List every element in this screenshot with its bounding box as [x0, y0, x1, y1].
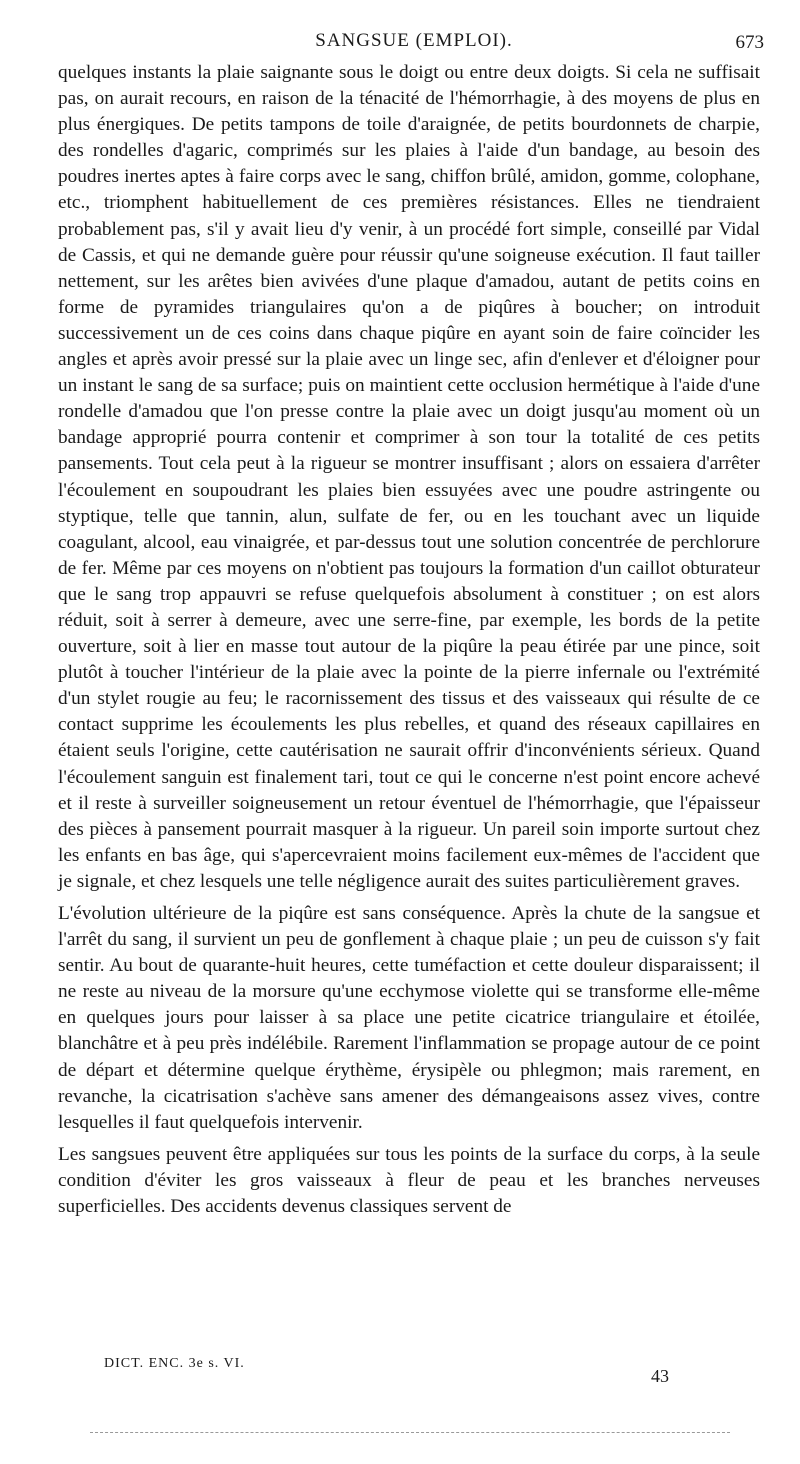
sheet-number: 43 [651, 1366, 669, 1386]
paragraph-bite-evolution: L'évolution ultérieure de la piqûre est sans conséquence. Après la chute de la sangsue et l'arrêt du sang, il survient un peu de gonflement à chaque plaie ; un peu de cuisson s'y fait sentir. Au bout de quarante-huit heures, cette tuméfaction et cette douleur disparaissent; il ne reste au niveau de la morsure qu'une ecchymose violette qui se transforme elle-même en quelques jours pour laisser à sa place une petite cicatrice triangulaire et étoilée, blanchâtre et à peu près indélébile. Rarement l'inflammation se propage autour de ce point de départ et détermine quelque érythème, érysipèle ou phlegmon; mais rarement, en revanche, la cicatrisation s'achève sans amener des démangeaisons assez vives, contre lesquelles il faut quelquefois intervenir. [58, 903, 760, 1133]
paragraph-application-sites: Les sangsues peuvent être appliquées sur tous les points de la surface du corps, à la seule condition d'éviter les gros vaisseaux à fleur de peau et les branches nerveuses superficielles. Des accidents devenus classiques servent de [58, 1143, 760, 1218]
page-footer [104, 1356, 704, 1396]
paragraph-hemorrhage-treatment: quelques instants la plaie saignante sous le doigt ou entre deux doigts. Si cela ne suffisait pas, on aurait recours, en raison de la ténacité de l'hémorrhagie, à des moyens de plus en plus énergiques. De petits tampons de toile d'araignée, de petits bourdonnets de charpie, des rondelles d'agaric, comprimés sur les plaies à l'aide d'un bandage, au besoin des poudres inertes aptes à faire corps avec le sang, chiffon brûlé, amidon, gomme, colophane, etc., triomphent habituellement de ces premières résistances. Elles ne tiendraient probablement pas, s'il y avait lieu d'y venir, à un procédé fort simple, conseillé par Vidal de Cassis, et qui ne demande guère pour réussir qu'une soigneuse exécution. Il faut tailler nettement, sur les arêtes bien avivées d'une plaque d'amadou, autant de petits coins en forme de pyramides triangulaires qu'on a de piqûres à boucher; on introduit successivement un de ces coins dans chaque piqûre en ayant soin de faire coïncider les angles et après avoir pressé sur la plaie avec un linge sec, afin d'enlever et d'éloigner pour un instant le sang de sa surface; puis on maintient cette occlusion hermétique à l'aide d'une rondelle d'amadou que l'on presse contre la plaie avec un doigt jusqu'au moment où un bandage approprié pourra contenir et comprimer à son tour la totalité de ces petits pansements. Tout cela peut à la rigueur se montrer insuffisant ; alors on essaiera d'arrêter l'écoulement en soupoudrant les plaies bien essuyées avec une poudre astringente ou styptique, telle que tannin, alun, sulfate de fer, ou en les touchant avec un liquide coagulant, alcool, eau vinaigrée, et par-dessus tout une solution concentrée de perchlorure de fer. Même par ces moyens on n'obtient pas toujours la formation d'un caillot obturateur que le sang trop appauvri se refuse quelquefois absolument à constituer ; on est alors réduit, soit à serrer à demeure, avec une serre-fine, par exemple, les bords de la petite ouverture, soit à lier en masse tout autour de la piqûre la peau étirée par une pince, soit plutôt à toucher l'intérieur de la plaie avec la pointe de la pierre infernale ou l'extrémité d'un stylet rougie au feu; le racornissement des tissus et des vaisseaux qui résulte de ce contact supprime les écoulements les plus rebelles, et quand des réseaux capillaires en étaient seuls l'origine, cette cautérisation ne saurait offrir d'inconvénients sérieux. Quand l'écoulement sanguin est finalement tari, tout ce qui le concerne n'est point encore achevé et il reste à surveiller soigneusement un retour éventuel de l'hémorrhagie, que l'épaisseur des pièces à pansement pourrait masquer à la rigueur. Un pareil soin importe surtout chez les enfants en bas âge, qui s'apercevraient moins facilement eux-mêmes de l'accident que je signale, et chez lesquels une telle négligence aurait des suites particulièrement graves. [58, 62, 760, 892]
page-header [58, 30, 770, 56]
scan-edge-line [90, 1432, 730, 1433]
page-number: 673 [735, 32, 764, 53]
page-body [58, 60, 760, 1220]
running-head: SANGSUE (EMPLOI). [315, 30, 513, 51]
printer-signature: DICT. ENC. 3e s. VI. [104, 1356, 245, 1371]
